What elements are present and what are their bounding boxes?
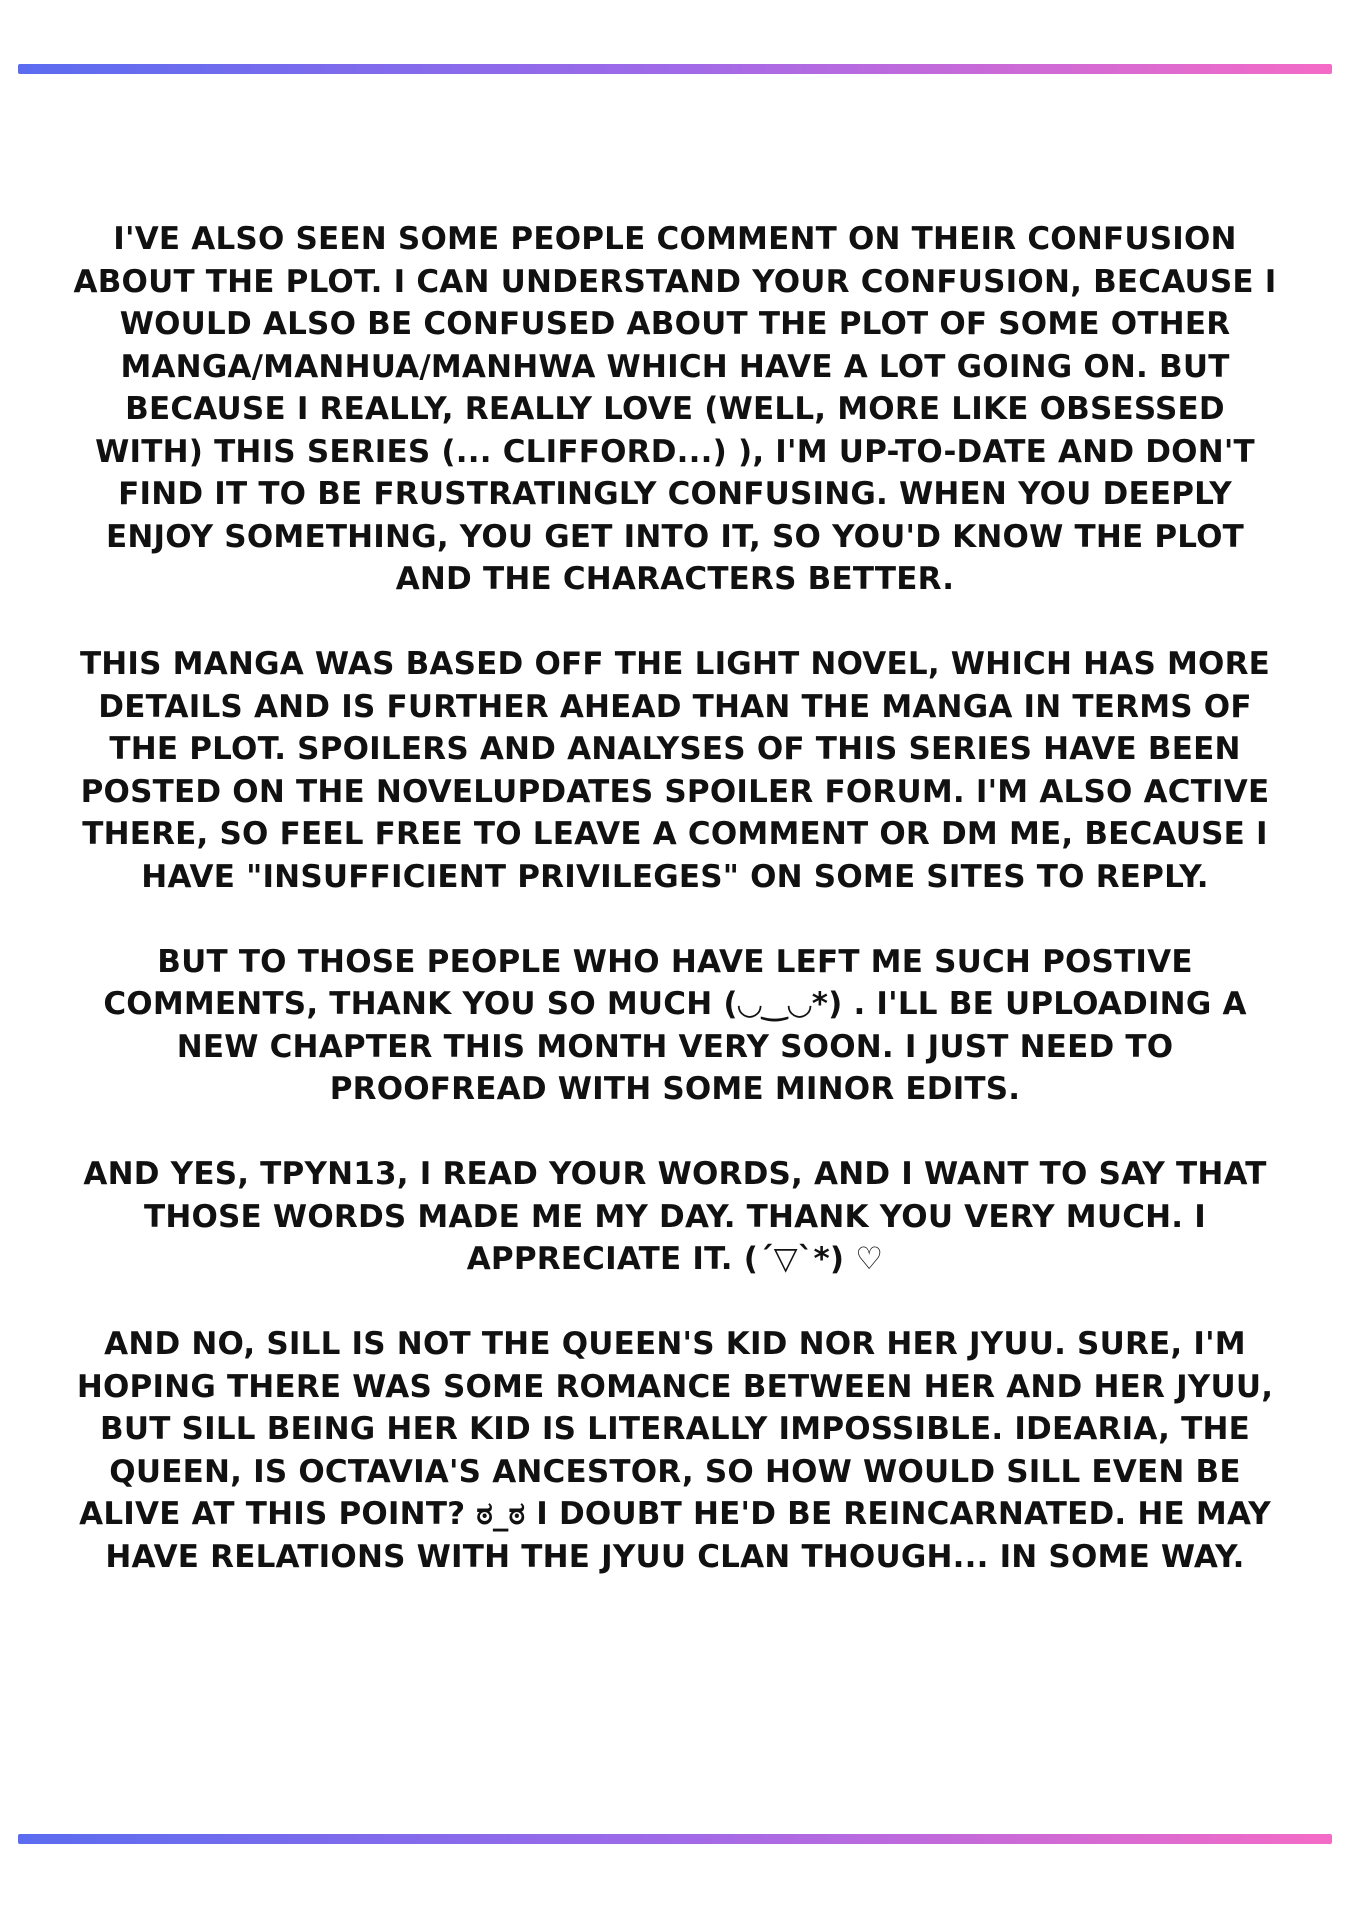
paragraph-tpyn13: AND YES, TPYN13, I READ YOUR WORDS, AND I WANT TO SAY THAT THOSE WORDS MADE ME MY DAY. THANK YOU VERY MUCH. I APPRECIATE IT. (´▽`*) ♡: [83, 1156, 1267, 1277]
paragraph-light-novel: THIS MANGA WAS BASED OFF THE LIGHT NOVEL, WHICH HAS MORE DETAILS AND IS FURTHER AHEAD THAN THE MANGA IN TERMS OF THE PLOT. SPOILERS AND ANALYSES OF THIS SERIES HAVE BEEN POSTED ON THE NOVELUPDATES SPOILER FORUM. I'M ALSO ACTIVE THERE, SO FEEL FREE TO LEAVE A COMMENT OR DM ME, BECAUSE I HAVE "INSUFFICIENT PRIVILEGES" ON SOME SITES TO REPLY.: [79, 646, 1271, 895]
paragraph-sill: AND NO, SILL IS NOT THE QUEEN'S KID NOR HER JYUU. SURE, I'M HOPING THERE WAS SOME ROMANCE BETWEEN HER AND HER JYUU, BUT SILL BEING HER KID IS LITERALLY IMPOSSIBLE. IDEARIA, THE QUEEN, IS OCTAVIA'S ANCESTOR, SO HOW WOULD SILL EVEN BE ALIVE AT THIS POINT? ಠ_ಠ I DOUBT HE'D BE REINCARNATED. HE MAY HAVE RELATIONS WITH THE JYUU CLAN THOUGH... IN SOME WAY.: [76, 1326, 1274, 1575]
top-gradient-rule: [18, 64, 1332, 74]
paragraph-plot-confusion: I'VE ALSO SEEN SOME PEOPLE COMMENT ON THEIR CONFUSION ABOUT THE PLOT. I CAN UNDERSTAND YOUR CONFUSION, BECAUSE I WOULD ALSO BE CONFUSED ABOUT THE PLOT OF SOME OTHER MANGA/MANHUA/MANHWA WHICH HAVE A LOT GOING ON. BUT BECAUSE I REALLY, REALLY LOVE (WELL, MORE LIKE OBSESSED WITH) THIS SERIES (... CLIFFORD...) ), I'M UP-TO-DATE AND DON'T FIND IT TO BE FRUSTRATINGLY CONFUSING. WHEN YOU DEEPLY ENJOY SOMETHING, YOU GET INTO IT, SO YOU'D KNOW THE PLOT AND THE CHARACTERS BETTER.: [73, 221, 1277, 597]
bottom-gradient-rule: [18, 1834, 1332, 1844]
note-body: [70, 218, 1280, 1578]
paragraph-thank-you: BUT TO THOSE PEOPLE WHO HAVE LEFT ME SUCH POSTIVE COMMENTS, THANK YOU SO MUCH (◡‿◡*) . I'LL BE UPLOADING A NEW CHAPTER THIS MONTH VERY SOON. I JUST NEED TO PROOFREAD WITH SOME MINOR EDITS.: [103, 943, 1247, 1107]
